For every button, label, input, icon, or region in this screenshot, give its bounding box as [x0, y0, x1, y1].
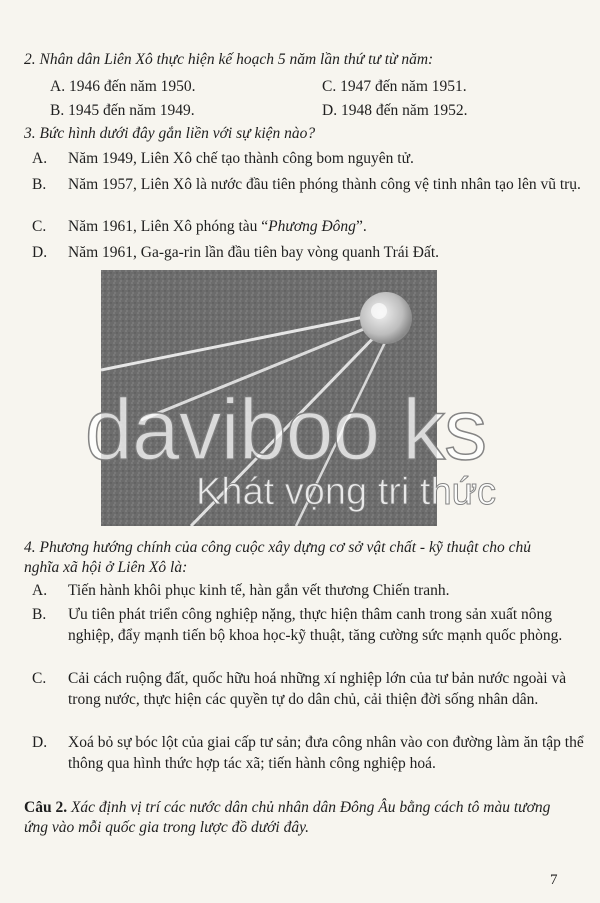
- cau-2-text: Câu 2. Xác định vị trí các nước dân chủ nhân dân Đông Âu bằng cách tô màu tương ứng vào mỗi quốc gia trong lược đồ dưới đây.: [24, 799, 551, 836]
- q3-option-d: D. Năm 1961, Ga-ga-rin lần đầu tiên bay vòng quanh Trái Đất.: [32, 244, 440, 261]
- watermark-brand: daviboo ks: [85, 382, 487, 478]
- q4-option-a: A. Tiến hành khôi phục kinh tế, hàn gắn vết thương Chiến tranh.: [32, 582, 450, 599]
- q3-option-a: A. Năm 1949, Liên Xô chế tạo thành công bom nguyên tử.: [32, 150, 414, 167]
- q4-option-d: D. Xoá bỏ sự bóc lột của giai cấp tư sản; đưa công nhân vào con đường làm ăn tập thể thông qua hình thức hợp tác xã; tiến hành công nghiệp hoá.: [32, 734, 584, 772]
- page-number: 7: [550, 872, 558, 888]
- watermark-tagline: Khát vọng tri thức: [196, 471, 497, 513]
- q2-option-c: C. 1947 đến năm 1951.: [322, 78, 467, 95]
- q4-option-b: B. Ưu tiên phát triển công nghiệp nặng, thực hiện thâm canh trong sản xuất nông nghiệp, đẩy mạnh tiến bộ khoa học-kỹ thuật, tăng cường sức mạnh quốc phòng.: [32, 606, 563, 644]
- cau-2-label: Câu 2.: [24, 799, 68, 816]
- q2-option-d: D. 1948 đến năm 1952.: [322, 102, 468, 119]
- q3-option-b: B. Năm 1957, Liên Xô là nước đầu tiên phóng thành công vệ tinh nhân tạo lên vũ trụ.: [32, 176, 581, 193]
- question-3-text: 3. Bức hình dưới đây gắn liền với sự kiện nào?: [24, 125, 316, 142]
- q3-option-c: C. Năm 1961, Liên Xô phóng tàu “Phương Đông”.: [32, 218, 367, 235]
- question-2-text: 2. Nhân dân Liên Xô thực hiện kế hoạch 5 năm lần thứ tư từ năm:: [24, 51, 434, 68]
- question-4-text: 4. Phương hướng chính của công cuộc xây dựng cơ sở vật chất - kỹ thuật cho chủ nghĩa xã hội ở Liên Xô là:: [24, 539, 531, 576]
- q2-option-b: B. 1945 đến năm 1949.: [50, 102, 195, 119]
- q4-option-c: C. Cải cách ruộng đất, quốc hữu hoá những xí nghiệp lớn của tư bản nước ngoài và trong nước, thực hiện các quyền tự do dân chủ, cải thiện đời sống nhân dân.: [32, 670, 567, 708]
- q2-option-a: A. 1946 đến năm 1950.: [50, 78, 196, 95]
